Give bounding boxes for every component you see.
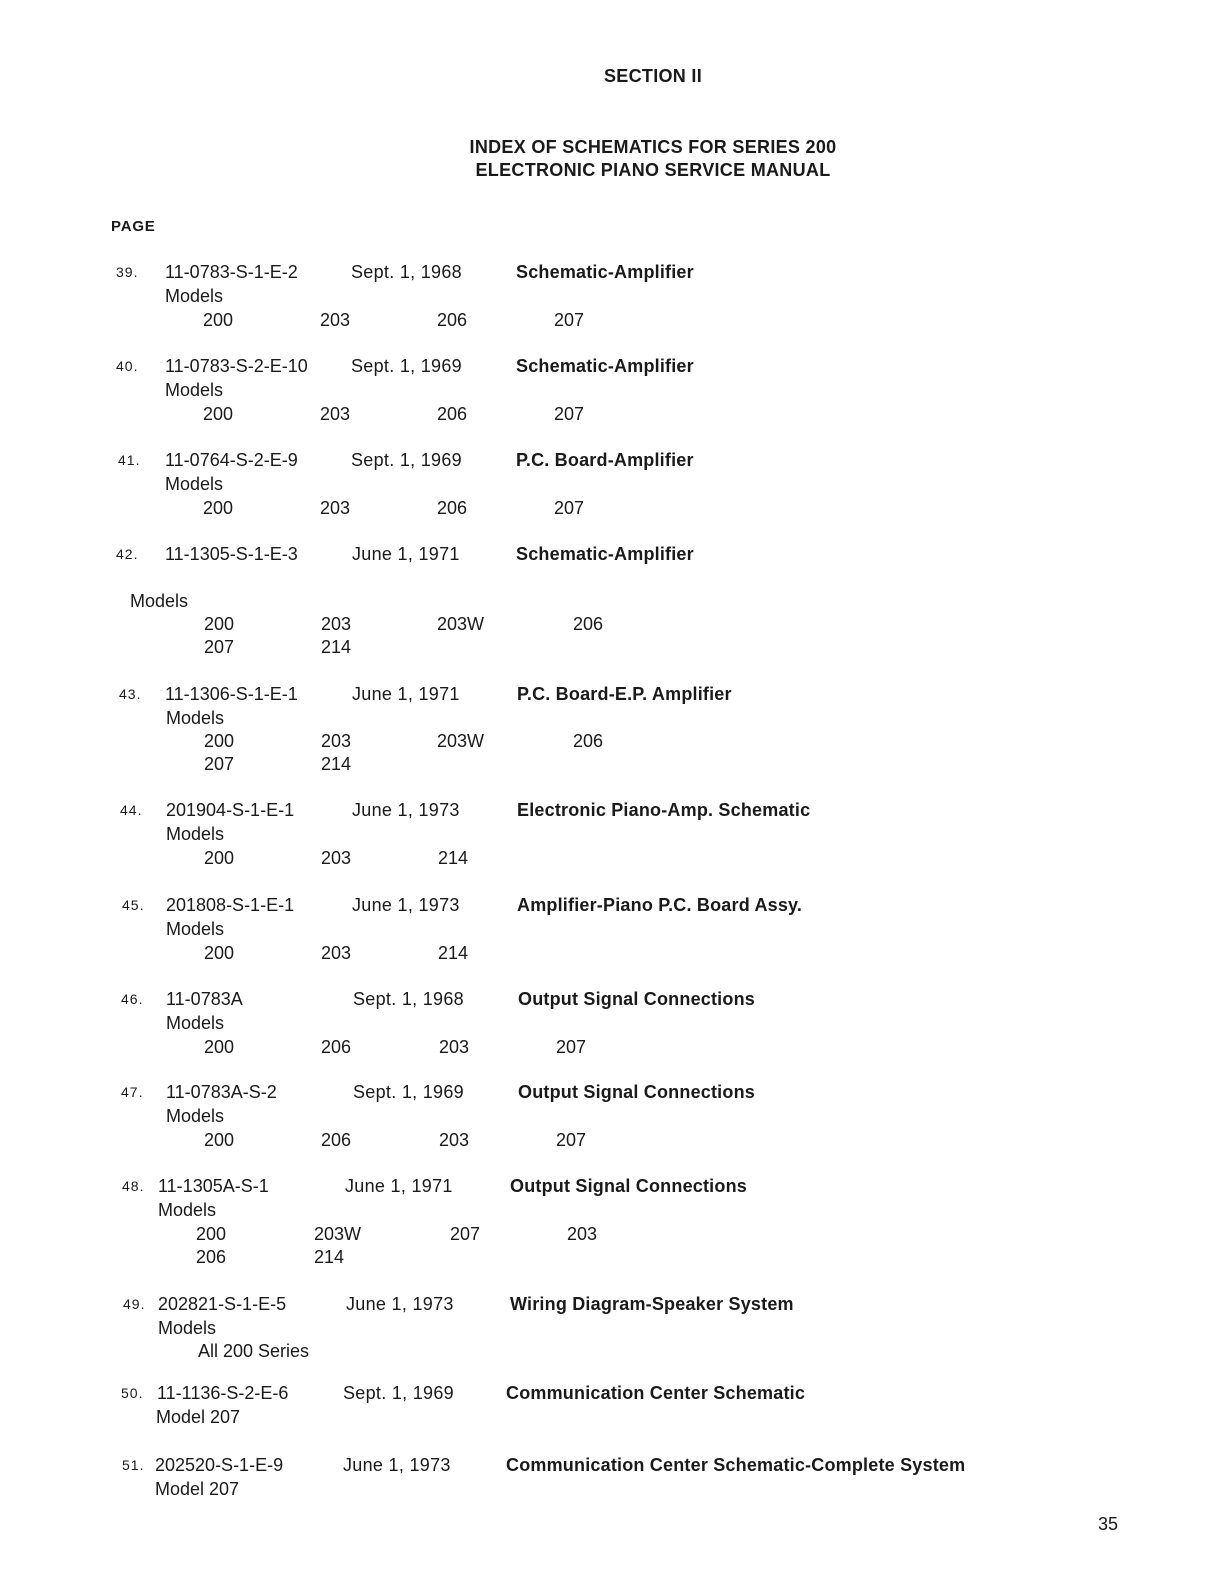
model-number: 200 xyxy=(203,310,234,330)
model-number: 207 xyxy=(204,754,235,774)
models-label: Models xyxy=(165,286,224,306)
index-entry xyxy=(0,684,1224,784)
revision-date: June 1, 1971 xyxy=(352,684,460,704)
model-number: 207 xyxy=(554,498,585,518)
schematic-title: Output Signal Connections xyxy=(518,1082,755,1102)
model-number: 214 xyxy=(438,943,469,963)
page-number: 35 xyxy=(1098,1514,1119,1534)
schematic-title: P.C. Board-Amplifier xyxy=(516,450,694,470)
page-ref: 40. xyxy=(116,358,139,374)
drawing-number: 11-0764-S-2-E-9 xyxy=(165,450,298,470)
model-number: 203W xyxy=(437,614,485,634)
drawing-number: 11-1305A-S-1 xyxy=(158,1176,269,1196)
models-label: Models xyxy=(165,474,224,494)
models-label: Models xyxy=(158,1200,217,1220)
schematic-title: Schematic-Amplifier xyxy=(516,262,694,282)
model-number: 206 xyxy=(196,1247,227,1267)
index-entry xyxy=(0,1455,1224,1555)
model-number: 200 xyxy=(196,1224,227,1244)
model-number: 203W xyxy=(314,1224,362,1244)
schematic-title: Output Signal Connections xyxy=(518,989,755,1009)
index-entry xyxy=(0,450,1224,550)
revision-date: Sept. 1, 1968 xyxy=(353,989,464,1009)
index-entry xyxy=(0,800,1224,900)
revision-date: Sept. 1, 1969 xyxy=(351,356,462,376)
model-number: 207 xyxy=(554,310,585,330)
models-label: Models xyxy=(166,824,225,844)
models-label: Models xyxy=(166,919,225,939)
model-number: 206 xyxy=(437,404,468,424)
index-title-line-2: ELECTRONIC PIANO SERVICE MANUAL xyxy=(475,160,831,180)
drawing-number: 11-0783-S-2-E-10 xyxy=(165,356,308,376)
page-ref: 44. xyxy=(120,802,143,818)
model-number: 203W xyxy=(437,731,485,751)
revision-date: June 1, 1973 xyxy=(346,1294,454,1314)
model-number: 200 xyxy=(203,404,234,424)
model-number: 203 xyxy=(321,943,352,963)
model-number: 214 xyxy=(314,1247,345,1267)
revision-date: Sept. 1, 1968 xyxy=(351,262,462,282)
page-ref: 51. xyxy=(122,1457,145,1473)
drawing-number: 11-0783-S-1-E-2 xyxy=(165,262,298,282)
schematic-title: Output Signal Connections xyxy=(510,1176,747,1196)
revision-date: June 1, 1971 xyxy=(345,1176,453,1196)
schematic-title: Wiring Diagram-Speaker System xyxy=(510,1294,794,1314)
page-ref: 47. xyxy=(121,1084,144,1100)
model-number: 203 xyxy=(320,498,351,518)
page-ref: 50. xyxy=(121,1385,144,1401)
revision-date: June 1, 1973 xyxy=(352,800,460,820)
index-title-line-1: INDEX OF SCHEMATICS FOR SERIES 200 xyxy=(469,137,837,157)
drawing-number: 202520-S-1-E-9 xyxy=(155,1455,284,1475)
index-entry xyxy=(0,989,1224,1089)
models-label: Model 207 xyxy=(155,1479,240,1499)
index-entry xyxy=(0,262,1224,362)
drawing-number: 202821-S-1-E-5 xyxy=(158,1294,287,1314)
revision-date: June 1, 1971 xyxy=(352,544,460,564)
models-label: Models xyxy=(158,1318,217,1338)
model-number: 203 xyxy=(321,731,352,751)
model-number: 200 xyxy=(203,498,234,518)
model-number: 207 xyxy=(204,637,235,657)
models-label: Models xyxy=(166,1013,225,1033)
model-number: 200 xyxy=(204,943,235,963)
revision-date: Sept. 1, 1969 xyxy=(353,1082,464,1102)
models-label: Models xyxy=(165,380,224,400)
model-number: 203 xyxy=(321,614,352,634)
page-ref: 42. xyxy=(116,546,139,562)
index-entry xyxy=(0,895,1224,995)
index-entry xyxy=(0,1294,1224,1394)
model-number: 200 xyxy=(204,1037,235,1057)
revision-date: Sept. 1, 1969 xyxy=(351,450,462,470)
models-label: Models xyxy=(166,708,225,728)
page-column-header: PAGE xyxy=(111,218,156,235)
revision-date: June 1, 1973 xyxy=(343,1455,451,1475)
drawing-number: 11-0783A-S-2 xyxy=(166,1082,277,1102)
models-label: Models xyxy=(130,591,189,611)
page-ref: 39. xyxy=(116,264,139,280)
drawing-number: 11-1306-S-1-E-1 xyxy=(165,684,298,704)
model-number: 203 xyxy=(567,1224,598,1244)
model-number: 206 xyxy=(437,498,468,518)
schematic-title: Communication Center Schematic xyxy=(506,1383,806,1403)
revision-date: Sept. 1, 1969 xyxy=(343,1383,454,1403)
model-number: 206 xyxy=(573,614,604,634)
model-number: 206 xyxy=(437,310,468,330)
page-ref: 46. xyxy=(121,991,144,1007)
index-entry xyxy=(0,1082,1224,1182)
schematic-title: Schematic-Amplifier xyxy=(516,356,694,376)
index-entry xyxy=(0,1176,1224,1276)
model-number: 203 xyxy=(439,1037,470,1057)
drawing-number: 11-1305-S-1-E-3 xyxy=(165,544,298,564)
model-number: All 200 Series xyxy=(198,1341,310,1361)
model-number: 207 xyxy=(556,1130,587,1150)
model-number: 214 xyxy=(438,848,469,868)
schematic-title: Electronic Piano-Amp. Schematic xyxy=(517,800,811,820)
model-number: 200 xyxy=(204,1130,235,1150)
model-number: 206 xyxy=(321,1037,352,1057)
model-number: 203 xyxy=(320,310,351,330)
drawing-number: 201808-S-1-E-1 xyxy=(166,895,295,915)
model-number: 203 xyxy=(439,1130,470,1150)
model-number: 200 xyxy=(204,731,235,751)
model-number: 206 xyxy=(321,1130,352,1150)
revision-date: June 1, 1973 xyxy=(352,895,460,915)
drawing-number: 11-1136-S-2-E-6 xyxy=(157,1383,289,1403)
page-ref: 49. xyxy=(123,1296,146,1312)
schematic-title: Communication Center Schematic-Complete System xyxy=(506,1455,966,1475)
page-ref: 45. xyxy=(122,897,145,913)
models-label: Model 207 xyxy=(156,1407,241,1427)
model-number: 200 xyxy=(204,848,235,868)
index-entry xyxy=(0,356,1224,456)
model-number: 203 xyxy=(320,404,351,424)
model-number: 214 xyxy=(321,637,352,657)
schematic-title: Amplifier-Piano P.C. Board Assy. xyxy=(517,895,803,915)
page-ref: 48. xyxy=(122,1178,145,1194)
section-heading: SECTION II xyxy=(603,66,702,86)
schematic-title: P.C. Board-E.P. Amplifier xyxy=(517,684,732,704)
page-ref: 41. xyxy=(118,452,141,468)
model-number: 207 xyxy=(556,1037,587,1057)
model-number: 207 xyxy=(450,1224,481,1244)
model-number: 206 xyxy=(573,731,604,751)
model-number: 214 xyxy=(321,754,352,774)
schematic-title: Schematic-Amplifier xyxy=(516,544,694,564)
models-label: Models xyxy=(166,1106,225,1126)
model-number: 200 xyxy=(204,614,235,634)
model-number: 207 xyxy=(554,404,585,424)
index-entry xyxy=(0,544,1224,657)
drawing-number: 201904-S-1-E-1 xyxy=(166,800,295,820)
drawing-number: 11-0783A xyxy=(166,989,243,1009)
model-number: 203 xyxy=(321,848,352,868)
page-ref: 43. xyxy=(119,686,142,702)
